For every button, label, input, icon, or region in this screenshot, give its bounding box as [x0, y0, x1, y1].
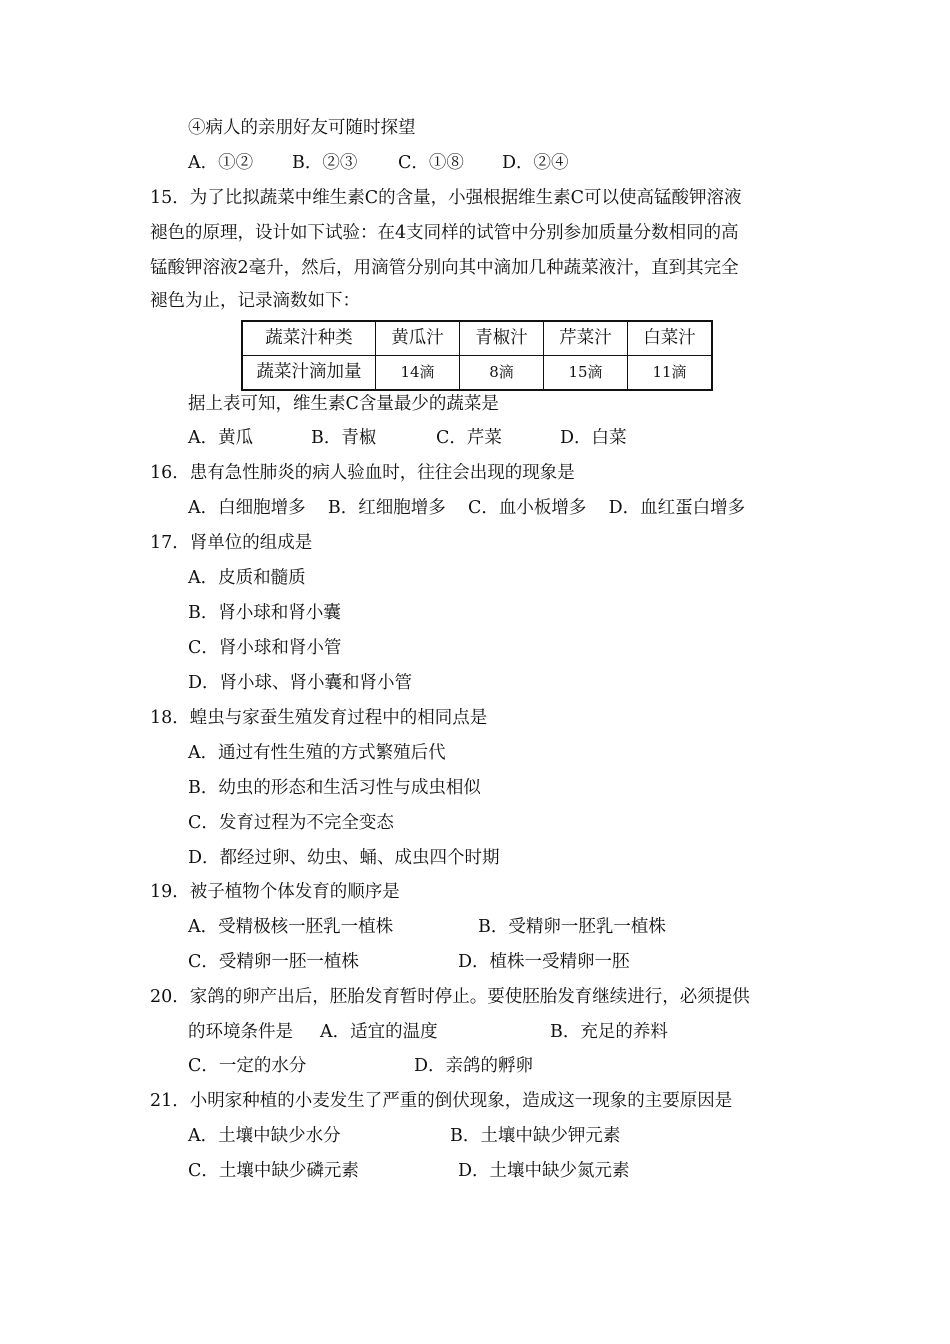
table-row	[242, 356, 712, 391]
q17-option-a: A．皮质和髓质	[188, 568, 306, 588]
q21-option-d: D．土壤中缺少氮元素	[458, 1161, 630, 1181]
q20-stem: 20．家鸽的卵产出后，胚胎发育暂时停止。要使胚胎发育继续进行，必须提供	[150, 987, 750, 1007]
table-col-cabbage: 白菜汁	[628, 321, 713, 356]
table-value-green-pepper: 8滴	[460, 356, 544, 391]
table-row-header-drops: 蔬菜汁滴加量	[242, 356, 376, 391]
q15-stem-line-3: 锰酸钾溶液2毫升，然后，用滴管分别向其中滴加几种蔬菜液汁，直到其完全	[150, 258, 739, 278]
q18-option-d: D．都经过卵、幼虫、蛹、成虫四个时期	[188, 848, 500, 868]
q14-option-d: D．②④	[502, 153, 569, 173]
q19-option-c: C．受精卵一胚一植株	[188, 952, 359, 972]
table-value-cucumber: 14滴	[376, 356, 460, 391]
q18-stem: 18．蝗虫与家蚕生殖发育过程中的相同点是	[150, 708, 488, 728]
q20-option-d: D．亲鸽的孵卵	[414, 1056, 534, 1076]
q20-option-b: B．充足的养料	[550, 1022, 668, 1042]
table-col-cucumber: 黄瓜汁	[376, 321, 460, 356]
q17-option-b: B．肾小球和肾小囊	[188, 603, 341, 623]
table-row	[242, 321, 712, 356]
q20-option-a: A．适宜的温度	[320, 1022, 438, 1042]
q17-option-c: C．肾小球和肾小管	[188, 638, 342, 658]
q21-option-c: C．土壤中缺少磷元素	[188, 1161, 359, 1181]
q14-option-c: C．①⑧	[398, 153, 464, 173]
vegetable-juice-table	[241, 320, 713, 391]
q15-option-d: D．白菜	[560, 428, 627, 448]
q18-option-c: C．发育过程为不完全变态	[188, 813, 394, 833]
table-row-header-type: 蔬菜汁种类	[242, 321, 376, 356]
q18-option-a: A．通过有性生殖的方式繁殖后代	[188, 743, 446, 763]
q20-option-c: C．一定的水分	[188, 1056, 307, 1076]
table-col-celery: 芹菜汁	[544, 321, 628, 356]
q19-stem: 19．被子植物个体发育的顺序是	[150, 882, 400, 902]
q21-option-b: B．土壤中缺少钾元素	[450, 1126, 621, 1146]
q15-option-b: B．青椒	[311, 428, 377, 448]
q17-stem: 17．肾单位的组成是	[150, 533, 313, 553]
q17-option-d: D．肾小球、肾小囊和肾小管	[188, 673, 413, 693]
q19-option-a: A．受精极核一胚乳一植株	[188, 917, 394, 937]
q16-options: A．白细胞增多 B．红细胞增多 C．血小板增多 D．血红蛋白增多	[188, 498, 746, 518]
q18-option-b: B．幼虫的形态和生活习性与成虫相似	[188, 778, 481, 798]
table-value-celery: 15滴	[544, 356, 628, 391]
q14-option-a: A．①②	[188, 153, 254, 173]
table-col-green-pepper: 青椒汁	[460, 321, 544, 356]
table-value-cabbage: 11滴	[628, 356, 713, 391]
q15-stem-line-1: 15．为了比拟蔬菜中维生素C的含量，小强根据维生素C可以使高锰酸钾溶液	[150, 188, 742, 208]
q19-option-d: D．植株一受精卵一胚	[458, 952, 630, 972]
q14-option-b: B．②③	[292, 153, 358, 173]
q14-item-4: ④病人的亲朋好友可随时探望	[188, 118, 416, 138]
q21-option-a: A．土壤中缺少水分	[188, 1126, 341, 1146]
q15-option-c: C．芹菜	[436, 428, 502, 448]
q16-stem: 16．患有急性肺炎的病人验血时，往往会出现的现象是	[150, 463, 575, 483]
q20-stem-cont: 的环境条件是	[188, 1022, 293, 1042]
q15-option-a: A．黄瓜	[188, 428, 254, 448]
q15-stem-line-4: 褪色为止，记录滴数如下：	[150, 291, 360, 311]
q19-option-b: B．受精卵一胚乳一植株	[478, 917, 666, 937]
q15-question: 据上表可知，维生素C含量最少的蔬菜是	[188, 394, 499, 414]
q21-stem: 21．小明家种植的小麦发生了严重的倒伏现象，造成这一现象的主要原因是	[150, 1091, 733, 1111]
q15-stem-line-2: 褪色的原理，设计如下试验：在4支同样的试管中分别参加质量分数相同的高	[150, 223, 739, 243]
